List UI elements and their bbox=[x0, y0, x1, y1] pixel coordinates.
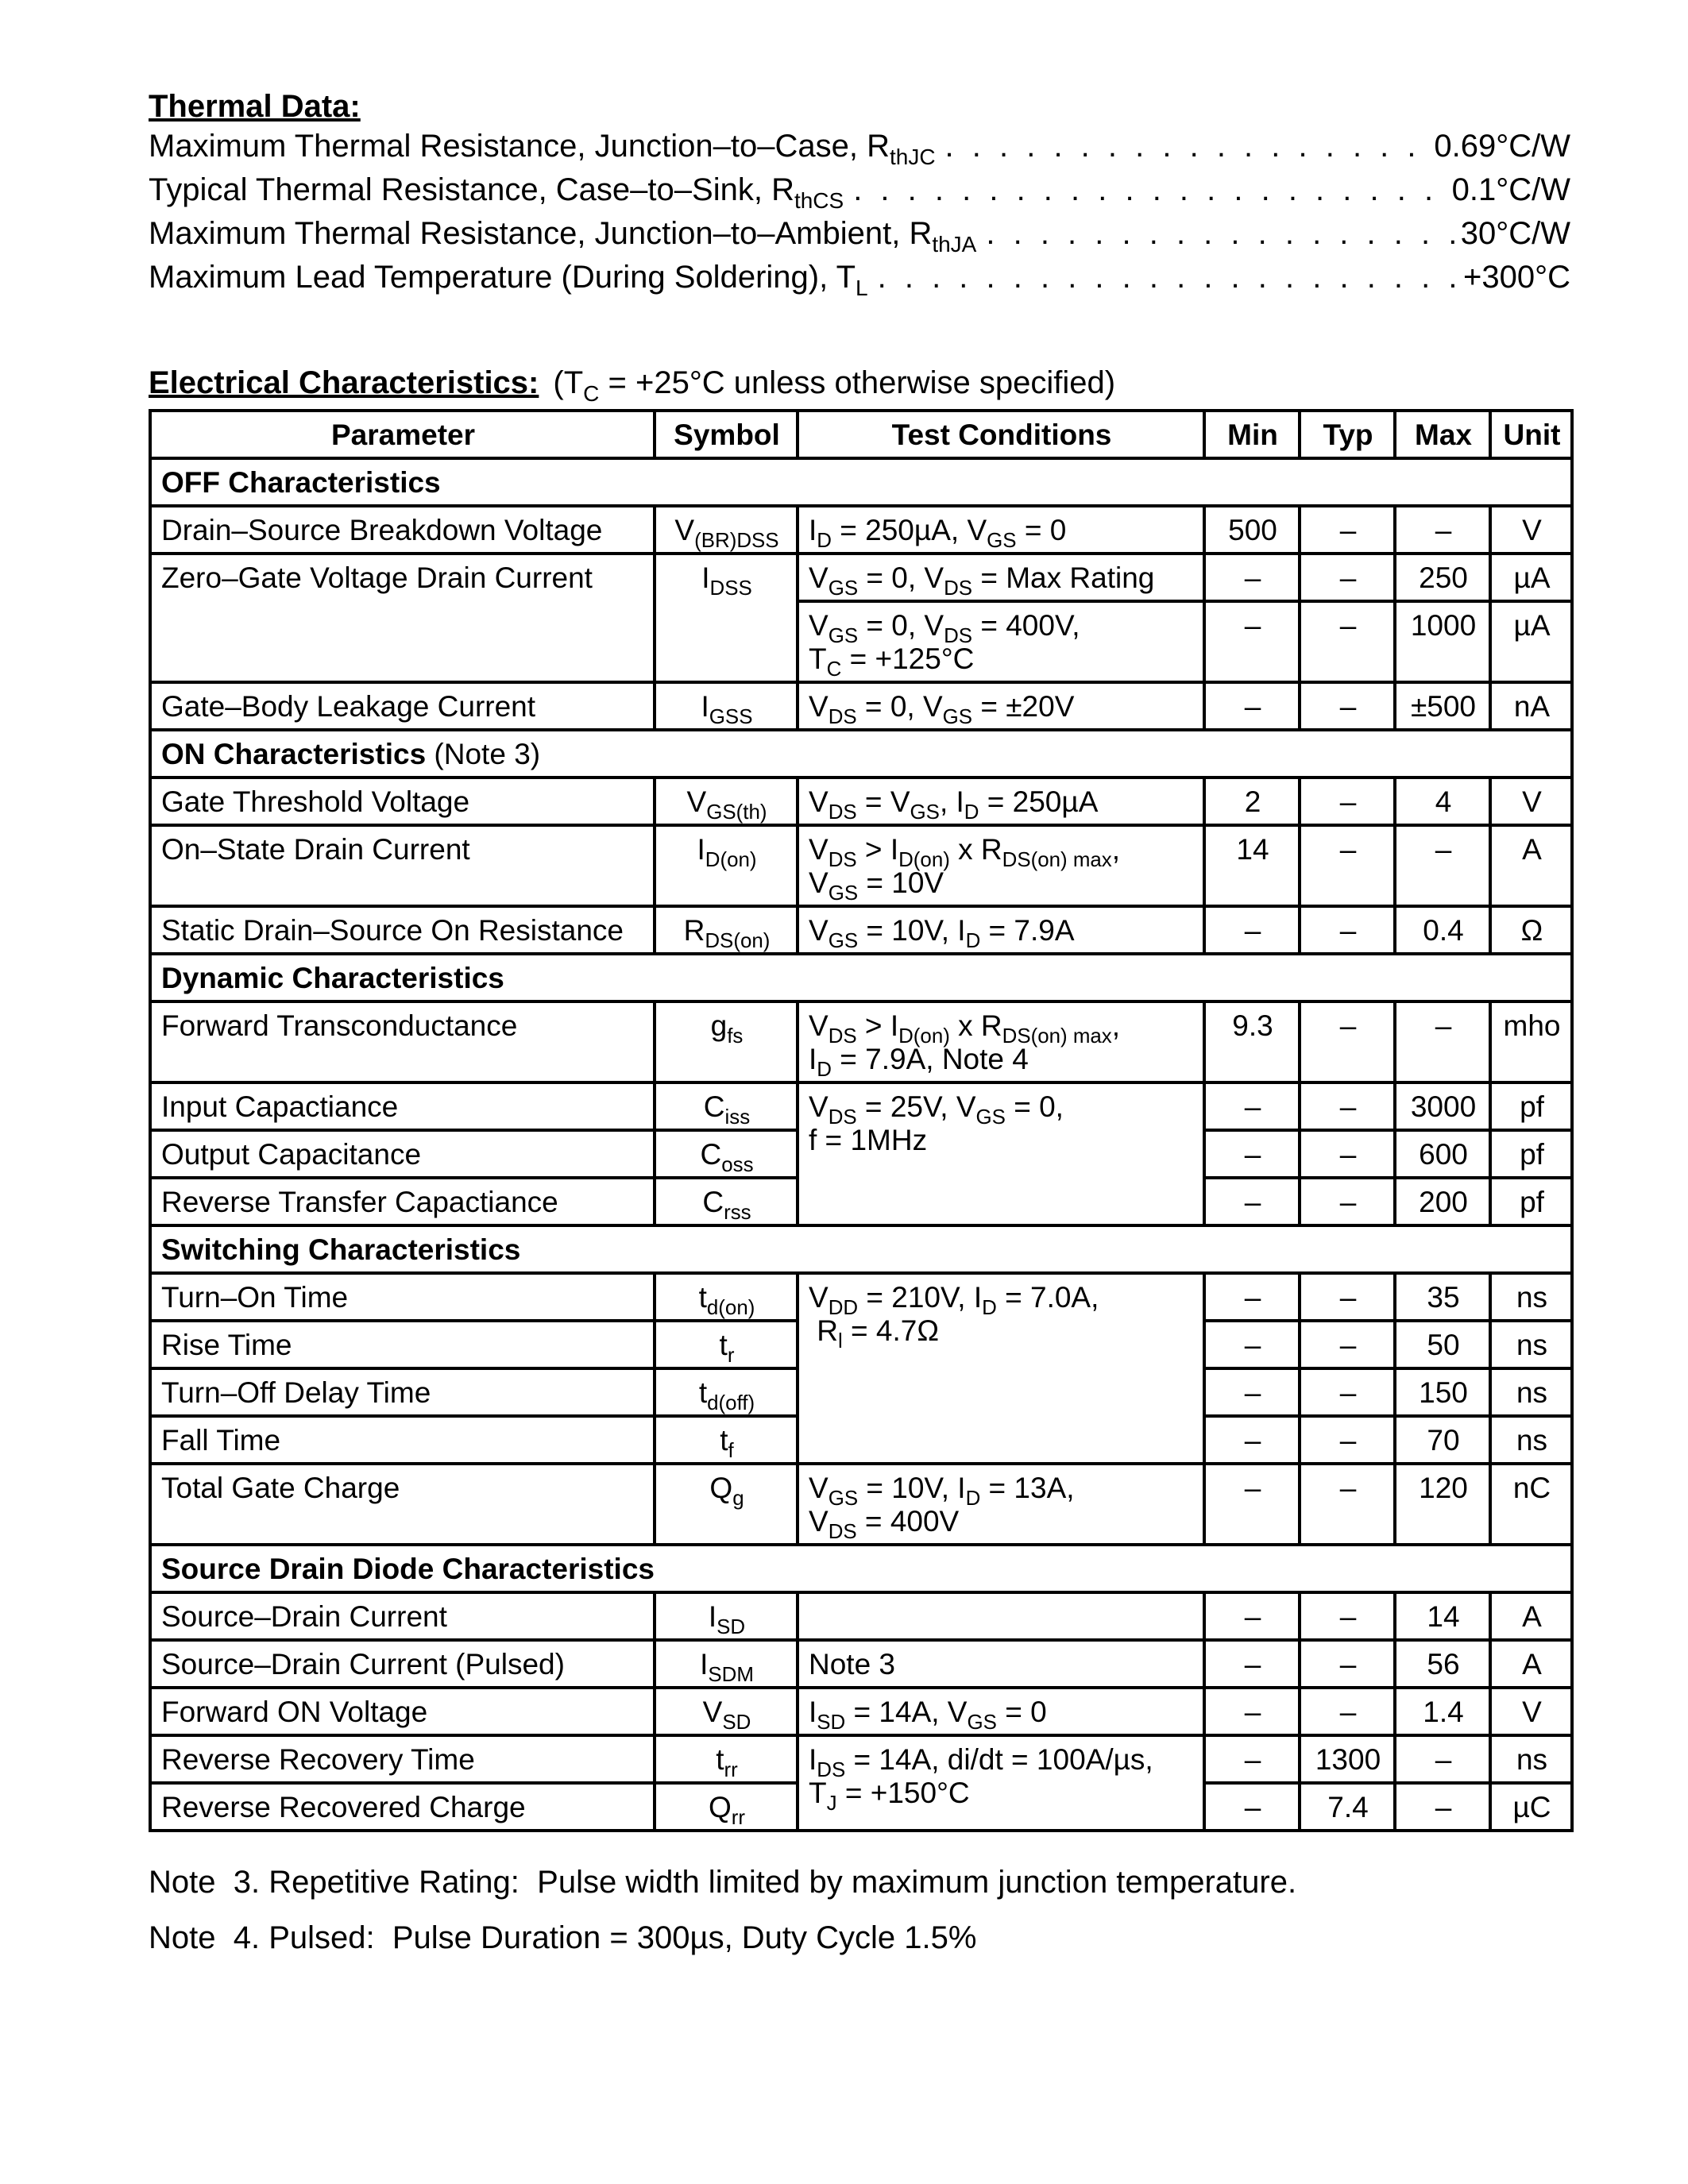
table-row bbox=[150, 1688, 1572, 1735]
param-cell: Input Capactiance bbox=[150, 1082, 655, 1130]
table-row bbox=[150, 1464, 1572, 1545]
max-cell: 35 bbox=[1395, 1273, 1490, 1321]
conditions-cell: $V_{DS} = 0$, $V_{GS} = \pm 20V$ bbox=[798, 682, 1204, 730]
param-cell: Reverse Recovery Time bbox=[150, 1735, 655, 1783]
thermal-value: 0.1°C/W bbox=[1451, 172, 1570, 207]
electrical-header bbox=[149, 363, 1570, 406]
thermal-data-title: Thermal Data: bbox=[149, 89, 361, 124]
max-cell: 120 bbox=[1395, 1464, 1490, 1545]
min-cell: – bbox=[1204, 1368, 1300, 1416]
note-3: Note 3. Repetitive Rating: Pulse width limited by maximum junction temperature. bbox=[149, 1865, 1297, 1900]
typ-cell: – bbox=[1300, 1178, 1395, 1225]
unit-cell: A bbox=[1490, 825, 1572, 906]
thermal-row-tl bbox=[149, 256, 1570, 299]
typ-cell: – bbox=[1300, 778, 1395, 825]
symbol-cell: $Q_g$ bbox=[655, 1464, 798, 1545]
symbol-cell: $t_r$ bbox=[655, 1321, 798, 1368]
symbol-cell: $t_f$ bbox=[655, 1416, 798, 1464]
min-cell: – bbox=[1204, 1783, 1300, 1831]
typ-cell: – bbox=[1300, 1001, 1395, 1082]
table-row bbox=[150, 1082, 1572, 1130]
conditions-cell: Note 3 bbox=[798, 1640, 1204, 1688]
section-row bbox=[150, 1545, 1572, 1592]
min-cell: – bbox=[1204, 1082, 1300, 1130]
symbol-cell: $V_{SD}$ bbox=[655, 1688, 798, 1735]
max-cell: 1.4 bbox=[1395, 1688, 1490, 1735]
typ-cell: – bbox=[1300, 1321, 1395, 1368]
typ-cell: – bbox=[1300, 1273, 1395, 1321]
unit-cell: pf bbox=[1490, 1130, 1572, 1178]
symbol-cell: $t_{d(off)}$ bbox=[655, 1368, 798, 1416]
max-cell: 150 bbox=[1395, 1368, 1490, 1416]
table-row bbox=[150, 825, 1572, 906]
section-diode: Source Drain Diode Characteristics bbox=[150, 1545, 1572, 1592]
min-cell: 2 bbox=[1204, 778, 1300, 825]
thermal-data-list bbox=[149, 125, 1570, 299]
typ-cell: – bbox=[1300, 682, 1395, 730]
param-cell: On–State Drain Current bbox=[150, 825, 655, 906]
min-cell: – bbox=[1204, 1688, 1300, 1735]
table-row bbox=[150, 1640, 1572, 1688]
conditions-cell: $V_{DS} > I_{D(on)}$ x $R_{DS(on) max}$, $I_D = 7.9A$, Note 4 bbox=[798, 1001, 1204, 1082]
section-switching: Switching Characteristics bbox=[150, 1225, 1572, 1273]
section-row bbox=[150, 458, 1572, 506]
param-cell: Reverse Transfer Capactiance bbox=[150, 1178, 655, 1225]
header-symbol: Symbol bbox=[655, 411, 798, 458]
electrical-characteristics-table bbox=[149, 409, 1574, 1832]
unit-cell: V bbox=[1490, 778, 1572, 825]
symbol-cell: $I_{GSS}$ bbox=[655, 682, 798, 730]
thermal-label-sub: thJC bbox=[889, 144, 936, 169]
min-cell: – bbox=[1204, 554, 1300, 601]
param-cell: Output Capacitance bbox=[150, 1130, 655, 1178]
thermal-label: Maximum Lead Temperature (During Soldering), T bbox=[149, 260, 856, 295]
max-cell: 70 bbox=[1395, 1416, 1490, 1464]
max-cell: 50 bbox=[1395, 1321, 1490, 1368]
typ-cell: – bbox=[1300, 1082, 1395, 1130]
min-cell: – bbox=[1204, 1592, 1300, 1640]
param-cell: Gate–Body Leakage Current bbox=[150, 682, 655, 730]
symbol-cell: $I_{DSS}$ bbox=[655, 554, 798, 682]
conditions-cell: $V_{GS} = 0$, $V_{DS} = 400V$, $T_C = +125^\circ C$ bbox=[798, 601, 1204, 682]
conditions-cell: $I_{SD} = 14A$, $V_{GS} = 0$ bbox=[798, 1688, 1204, 1735]
conditions-cell bbox=[798, 1592, 1204, 1640]
param-cell: Static Drain–Source On Resistance bbox=[150, 906, 655, 954]
symbol-cell: $Q_{rr}$ bbox=[655, 1783, 798, 1831]
unit-cell: V bbox=[1490, 1688, 1572, 1735]
unit-cell: µA bbox=[1490, 554, 1572, 601]
min-cell: 500 bbox=[1204, 506, 1300, 554]
section-off: OFF Characteristics bbox=[150, 458, 1572, 506]
param-cell: Source–Drain Current bbox=[150, 1592, 655, 1640]
typ-cell: – bbox=[1300, 906, 1395, 954]
unit-cell: Ω bbox=[1490, 906, 1572, 954]
symbol-cell: $V_{GS(th)}$ bbox=[655, 778, 798, 825]
header-unit: Unit bbox=[1490, 411, 1572, 458]
max-cell: 0.4 bbox=[1395, 906, 1490, 954]
typ-cell: – bbox=[1300, 1688, 1395, 1735]
thermal-label-sub: L bbox=[856, 275, 868, 300]
thermal-row-rthjc bbox=[149, 125, 1570, 168]
symbol-cell: $V_{(BR)DSS}$ bbox=[655, 506, 798, 554]
typ-cell: – bbox=[1300, 1368, 1395, 1416]
unit-cell: A bbox=[1490, 1592, 1572, 1640]
thermal-row-rthja bbox=[149, 212, 1570, 256]
unit-cell: V bbox=[1490, 506, 1572, 554]
max-cell: 1000 bbox=[1395, 601, 1490, 682]
thermal-label-sub: thJA bbox=[932, 231, 977, 257]
unit-cell: ns bbox=[1490, 1273, 1572, 1321]
unit-cell: pf bbox=[1490, 1178, 1572, 1225]
leader-dots bbox=[936, 125, 1435, 168]
param-cell: Reverse Recovered Charge bbox=[150, 1783, 655, 1831]
max-cell: 4 bbox=[1395, 778, 1490, 825]
table-header-row bbox=[150, 411, 1572, 458]
table-row bbox=[150, 778, 1572, 825]
param-cell: Drain–Source Breakdown Voltage bbox=[150, 506, 655, 554]
unit-cell: nA bbox=[1490, 682, 1572, 730]
max-cell: 14 bbox=[1395, 1592, 1490, 1640]
unit-cell: ns bbox=[1490, 1321, 1572, 1368]
param-cell: Fall Time bbox=[150, 1416, 655, 1464]
symbol-cell: $I_{D(on)}$ bbox=[655, 825, 798, 906]
unit-cell: µC bbox=[1490, 1783, 1572, 1831]
table-row bbox=[150, 682, 1572, 730]
min-cell: – bbox=[1204, 1321, 1300, 1368]
typ-cell: – bbox=[1300, 825, 1395, 906]
typ-cell: 7.4 bbox=[1300, 1783, 1395, 1831]
table-row bbox=[150, 1001, 1572, 1082]
min-cell: – bbox=[1204, 1735, 1300, 1783]
section-row bbox=[150, 1225, 1572, 1273]
max-cell: 56 bbox=[1395, 1640, 1490, 1688]
conditions-cell: $V_{DS} = V_{GS}$, $I_D = 250\mu A$ bbox=[798, 778, 1204, 825]
notes-block bbox=[149, 1854, 1570, 1966]
max-cell: 250 bbox=[1395, 554, 1490, 601]
conditions-cell: $V_{DS} = 25V$, $V_{GS} = 0$, f = 1MHz bbox=[798, 1082, 1204, 1225]
table-row bbox=[150, 906, 1572, 954]
header-max: Max bbox=[1395, 411, 1490, 458]
symbol-cell: $R_{DS(on)}$ bbox=[655, 906, 798, 954]
max-cell: ±500 bbox=[1395, 682, 1490, 730]
typ-cell: – bbox=[1300, 1464, 1395, 1545]
thermal-label: Typical Thermal Resistance, Case–to–Sink, R bbox=[149, 172, 794, 207]
typ-cell: – bbox=[1300, 506, 1395, 554]
section-dynamic: Dynamic Characteristics bbox=[150, 954, 1572, 1001]
thermal-value: 30°C/W bbox=[1460, 216, 1570, 251]
typ-cell: 1300 bbox=[1300, 1735, 1395, 1783]
thermal-label-sub: thCS bbox=[794, 187, 844, 213]
table-row bbox=[150, 1592, 1572, 1640]
electrical-title: Electrical Characteristics: bbox=[149, 365, 539, 400]
min-cell: – bbox=[1204, 682, 1300, 730]
thermal-value: 0.69°C/W bbox=[1434, 129, 1570, 164]
typ-cell: – bbox=[1300, 1592, 1395, 1640]
symbol-cell: $C_{rss}$ bbox=[655, 1178, 798, 1225]
unit-cell: nC bbox=[1490, 1464, 1572, 1545]
min-cell: – bbox=[1204, 1416, 1300, 1464]
table-row bbox=[150, 1273, 1572, 1321]
max-cell: 3000 bbox=[1395, 1082, 1490, 1130]
min-cell: – bbox=[1204, 601, 1300, 682]
header-test-conditions: Test Conditions bbox=[798, 411, 1204, 458]
thermal-value: +300°C bbox=[1463, 260, 1570, 295]
datasheet-page bbox=[149, 89, 1570, 1966]
unit-cell: A bbox=[1490, 1640, 1572, 1688]
param-cell: Forward Transconductance bbox=[150, 1001, 655, 1082]
typ-cell: – bbox=[1300, 1130, 1395, 1178]
symbol-cell: $I_{SD}$ bbox=[655, 1592, 798, 1640]
section-row bbox=[150, 954, 1572, 1001]
symbol-cell: $t_{d(on)}$ bbox=[655, 1273, 798, 1321]
thermal-label: Maximum Thermal Resistance, Junction–to–Case, R bbox=[149, 129, 890, 164]
max-cell: 200 bbox=[1395, 1178, 1490, 1225]
unit-cell: ns bbox=[1490, 1735, 1572, 1783]
min-cell: – bbox=[1204, 1273, 1300, 1321]
typ-cell: – bbox=[1300, 554, 1395, 601]
typ-cell: – bbox=[1300, 1640, 1395, 1688]
min-cell: – bbox=[1204, 1130, 1300, 1178]
note-4: Note 4. Pulsed: Pulse Duration = 300µs, Duty Cycle 1.5% bbox=[149, 1920, 977, 1955]
typ-cell: – bbox=[1300, 601, 1395, 682]
unit-cell: ns bbox=[1490, 1416, 1572, 1464]
max-cell: 600 bbox=[1395, 1130, 1490, 1178]
table-row bbox=[150, 554, 1572, 601]
param-cell: Zero–Gate Voltage Drain Current bbox=[150, 554, 655, 682]
min-cell: 9.3 bbox=[1204, 1001, 1300, 1082]
min-cell: – bbox=[1204, 906, 1300, 954]
max-cell: – bbox=[1395, 1001, 1490, 1082]
param-cell: Turn–On Time bbox=[150, 1273, 655, 1321]
symbol-cell: $t_{rr}$ bbox=[655, 1735, 798, 1783]
param-cell: Rise Time bbox=[150, 1321, 655, 1368]
min-cell: 14 bbox=[1204, 825, 1300, 906]
section-on: ON Characteristics (Note 3) bbox=[150, 730, 1572, 778]
min-cell: – bbox=[1204, 1464, 1300, 1545]
max-cell: – bbox=[1395, 506, 1490, 554]
max-cell: – bbox=[1395, 1735, 1490, 1783]
param-cell: Source–Drain Current (Pulsed) bbox=[150, 1640, 655, 1688]
conditions-cell: $I_{DS} = 14A$, di/dt = 100A/µs, $T_J = +150^\circ C$ bbox=[798, 1735, 1204, 1831]
param-cell: Turn–Off Delay Time bbox=[150, 1368, 655, 1416]
conditions-cell: $V_{GS} = 10V$, $I_D = 7.9A$ bbox=[798, 906, 1204, 954]
conditions-cell: $V_{DS} > I_{D(on)}$ x $R_{DS(on) max}$, $V_{GS} = 10V$ bbox=[798, 825, 1204, 906]
min-cell: – bbox=[1204, 1640, 1300, 1688]
thermal-row-rthcs bbox=[149, 168, 1570, 212]
typ-cell: – bbox=[1300, 1416, 1395, 1464]
table-row bbox=[150, 1735, 1572, 1783]
param-cell: Total Gate Charge bbox=[150, 1464, 655, 1545]
conditions-cell: $V_{DD} = 210V$, $I_D = 7.0A$, $R_l = 4.7\Omega$ bbox=[798, 1273, 1204, 1464]
conditions-cell: $V_{GS} = 10V$, $I_D = 13A$, $V_{DS} = 400V$ bbox=[798, 1464, 1204, 1545]
conditions-cell: $V_{GS} = 0$, $V_{DS}$ = Max Rating bbox=[798, 554, 1204, 601]
leader-dots bbox=[976, 212, 1460, 256]
min-cell: – bbox=[1204, 1178, 1300, 1225]
param-cell: Forward ON Voltage bbox=[150, 1688, 655, 1735]
header-parameter: Parameter bbox=[150, 411, 655, 458]
unit-cell: µA bbox=[1490, 601, 1572, 682]
leader-dots bbox=[844, 168, 1451, 212]
table-row bbox=[150, 506, 1572, 554]
leader-dots bbox=[868, 256, 1463, 299]
symbol-cell: $I_{SDM}$ bbox=[655, 1640, 798, 1688]
unit-cell: ns bbox=[1490, 1368, 1572, 1416]
conditions-cell: $I_D = 250\mu A$, $V_{GS} = 0$ bbox=[798, 506, 1204, 554]
symbol-cell: $g_{fs}$ bbox=[655, 1001, 798, 1082]
section-row bbox=[150, 730, 1572, 778]
param-cell: Gate Threshold Voltage bbox=[150, 778, 655, 825]
thermal-label: Maximum Thermal Resistance, Junction–to–Ambient, R bbox=[149, 216, 933, 251]
header-typ: Typ bbox=[1300, 411, 1395, 458]
max-cell: – bbox=[1395, 825, 1490, 906]
symbol-cell: $C_{iss}$ bbox=[655, 1082, 798, 1130]
header-min: Min bbox=[1204, 411, 1300, 458]
unit-cell: pf bbox=[1490, 1082, 1572, 1130]
electrical-condition: ($T_C = +25^\circ C$ unless otherwise specified) bbox=[553, 365, 1116, 406]
unit-cell: mho bbox=[1490, 1001, 1572, 1082]
max-cell: – bbox=[1395, 1783, 1490, 1831]
symbol-cell: $C_{oss}$ bbox=[655, 1130, 798, 1178]
